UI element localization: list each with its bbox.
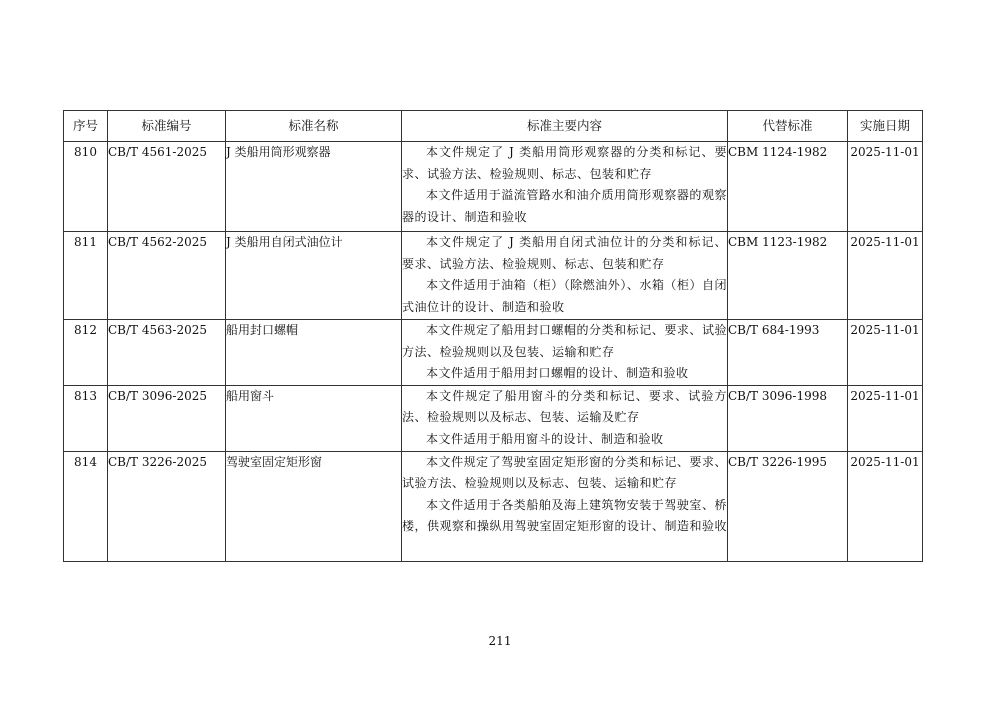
row-name: 驾驶室固定矩形窗 [226, 451, 402, 561]
row-code: CB/T 4563-2025 [108, 320, 226, 386]
row-content-scope: 本文件规定了驾驶室固定矩形窗的分类和标记、要求、试验方法、检验规则以及标志、包装、运输和贮存 [402, 454, 727, 490]
row-content-scope: 本文件规定了 J 类船用自闭式油位计的分类和标记、要求、试验方法、检验规则、标志、包装和贮存 [402, 235, 727, 271]
row-code: CB/T 4561-2025 [108, 142, 226, 232]
header-name: 标准名称 [226, 111, 402, 142]
table-row [64, 232, 923, 320]
row-content [402, 142, 728, 232]
table-row [64, 385, 923, 451]
row-code: CB/T 3096-2025 [108, 385, 226, 451]
row-content [402, 232, 728, 320]
row-seq: 810 [64, 142, 108, 232]
row-date: 2025-11-01 [848, 385, 923, 451]
row-replaces: CB/T 3226-1995 [728, 451, 848, 561]
row-replaces: CBM 1124-1982 [728, 142, 848, 232]
row-content [402, 385, 728, 451]
row-name: J 类船用自闭式油位计 [226, 232, 402, 320]
page-number: 211 [488, 634, 512, 648]
row-content-applicability: 本文件适用于船用窗斗的设计、制造和验收 [426, 431, 664, 446]
row-content-scope: 本文件规定了 J 类船用筒形观察器的分类和标记、要求、试验方法、检验规则、标志、包装和贮存 [402, 145, 727, 181]
row-content-applicability: 本文件适用于溢流管路水和油介质用筒形观察器的观察器的设计、制造和验收 [402, 188, 727, 224]
row-seq: 811 [64, 232, 108, 320]
row-content-applicability: 本文件适用于船用封口螺帽的设计、制造和验收 [426, 366, 689, 380]
row-replaces: CBM 1123-1982 [728, 232, 848, 320]
row-seq: 814 [64, 451, 108, 561]
row-name: 船用窗斗 [226, 385, 402, 451]
row-date: 2025-11-01 [848, 320, 923, 386]
row-content [402, 451, 728, 561]
table-row [64, 142, 923, 232]
header-seq: 序号 [64, 111, 108, 142]
header-replaces: 代替标准 [728, 111, 848, 142]
row-replaces: CB/T 3096-1998 [728, 385, 848, 451]
table-header-row [64, 111, 923, 142]
row-date: 2025-11-01 [848, 451, 923, 561]
row-content-applicability: 本文件适用于油箱（柜）（除燃油外）、水箱（柜）自闭式油位计的设计、制造和验收 [402, 278, 727, 314]
table-row [64, 451, 923, 561]
row-date: 2025-11-01 [848, 142, 923, 232]
row-content-scope: 本文件规定了船用封口螺帽的分类和标记、要求、试验方法、检验规则以及包装、运输和贮存 [402, 323, 727, 359]
standards-table [63, 110, 923, 562]
row-date: 2025-11-01 [848, 232, 923, 320]
row-name: 船用封口螺帽 [226, 320, 402, 386]
header-code: 标准编号 [108, 111, 226, 142]
row-seq: 813 [64, 385, 108, 451]
row-code: CB/T 4562-2025 [108, 232, 226, 320]
row-code: CB/T 3226-2025 [108, 451, 226, 561]
table-row [64, 320, 923, 386]
header-date: 实施日期 [848, 111, 923, 142]
row-content-applicability: 本文件适用于各类船舶及海上建筑物安装于驾驶室、桥楼，供观察和操纵用驾驶室固定矩形窗的设计、制造和验收 [402, 497, 728, 533]
row-name: J 类船用筒形观察器 [226, 142, 402, 232]
header-content: 标准主要内容 [402, 111, 728, 142]
row-content [402, 320, 728, 386]
row-seq: 812 [64, 320, 108, 386]
row-content-scope: 本文件规定了船用窗斗的分类和标记、要求、试验方法、检验规则以及标志、包装、运输及贮存 [402, 388, 727, 424]
row-replaces: CB/T 684-1993 [728, 320, 848, 386]
